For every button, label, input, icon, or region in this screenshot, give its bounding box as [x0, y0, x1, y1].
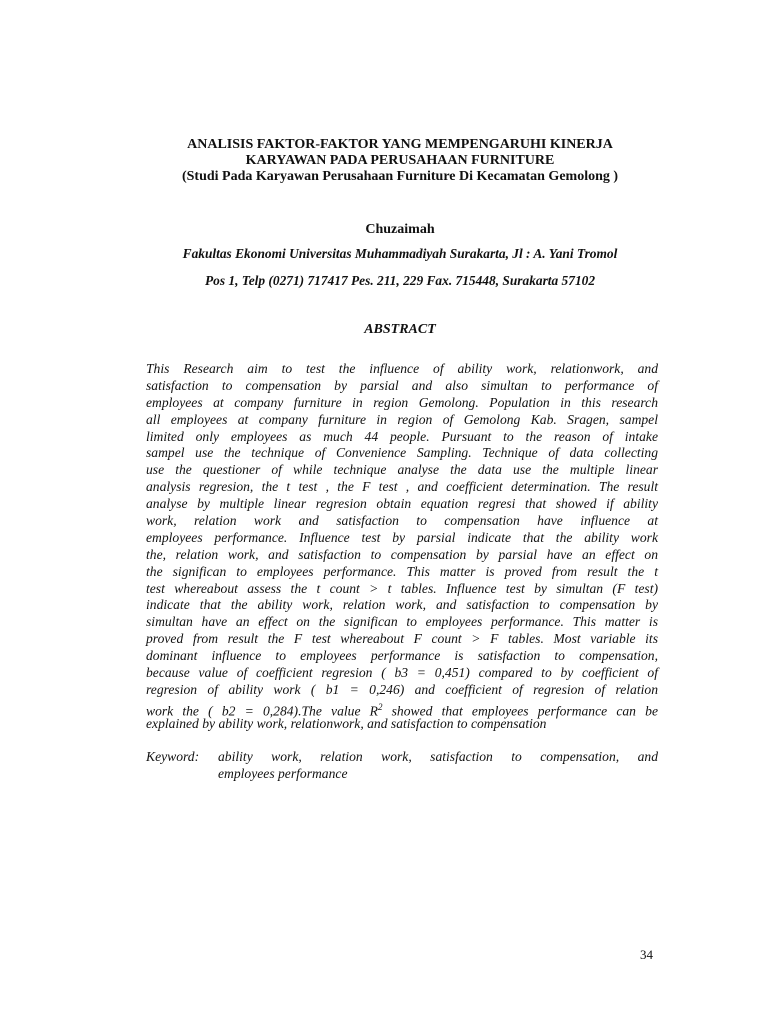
- title-line-1: ANALISIS FAKTOR-FAKTOR YANG MEMPENGARUHI KINERJA: [187, 137, 613, 152]
- abstract-line: the significan to employees performance. This matter is proved from result the t: [146, 563, 658, 579]
- abstract-line-r-squared: [146, 699, 658, 719]
- abstract-line: work, relation work and satisfaction to compensation have influence at: [146, 513, 658, 529]
- superscript-two: 2: [377, 701, 383, 712]
- abstract-line: the, relation work, and satisfaction to compensation by parsial have an effect on: [146, 546, 658, 562]
- abstract-line: analysis regresion, the t test , the F test , and coefficient determination. The result: [146, 479, 658, 495]
- title-line-3: (Studi Pada Karyawan Perusahaan Furniture Di Kecamatan Gemolong ): [181, 169, 619, 184]
- abstract-line: use the questioner of while technique analyse the data use the multiple linear: [146, 462, 658, 478]
- abstract-line: simultan have an effect on the significan to employees performance. This matter is: [146, 614, 658, 630]
- abstract-line-part: showed that employees performance can be: [382, 703, 658, 719]
- abstract-line-part: work the ( b2 = 0,284).The value R: [146, 703, 378, 719]
- abstract-line: limited only employees as much 44 people. Pursuant to the reason of intake: [146, 428, 658, 444]
- keywords-label: Keyword:: [146, 749, 200, 764]
- abstract-line: proved from result the F test whereabout F count > F tables. Most variable its: [146, 631, 658, 647]
- abstract-line: test whereabout assess the t count > t tables. Influence test by simultan (F test): [146, 580, 658, 596]
- title-line-2: KARYAWAN PADA PERUSAHAAN FURNITURE: [245, 153, 555, 168]
- abstract-line: dominant influence to employees performance is satisfaction to compensation,: [146, 648, 658, 664]
- abstract-line: indicate that the ability work, relation work, and satisfaction to compensation by: [146, 597, 658, 613]
- page-number: 34: [640, 947, 653, 962]
- abstract-line: This Research aim to test the influence of ability work, relationwork, and: [146, 361, 658, 376]
- abstract-line: employees at company furniture in region Gemolong. Population in this research: [146, 394, 658, 410]
- abstract-line: sampel use the technique of Convenience Sampling. Technique of data collecting: [146, 445, 658, 461]
- abstract-line: employees performance. Influence test by parsial indicate that the ability work: [146, 529, 658, 545]
- keywords-line: employees performance: [218, 765, 348, 781]
- abstract-heading: ABSTRACT: [364, 322, 436, 337]
- affiliation-line-2: Pos 1, Telp (0271) 717417 Pes. 211, 229 Fax. 715448, Surakarta 57102: [204, 273, 596, 288]
- abstract-line: regresion of ability work ( b1 = 0,246) and coefficient of regresion of relation: [146, 681, 658, 697]
- keywords-text: [218, 749, 658, 783]
- author-name: Chuzaimah: [365, 222, 435, 237]
- affiliation-line-1: Fakultas Ekonomi Universitas Muhammadiyah Surakarta, Jl : A. Yani Tromol: [182, 246, 618, 261]
- keywords-line: ability work, relation work, satisfaction to compensation, and: [218, 749, 658, 764]
- abstract-line: explained by ability work, relationwork, and satisfaction to compensation: [146, 715, 547, 731]
- abstract-line: satisfaction to compensation by parsial and also simultan to performance of: [146, 377, 658, 393]
- abstract-line: because value of coefficient regresion ( b3 = 0,451) compared to by coefficient of: [146, 665, 658, 681]
- abstract-line: all employees at company furniture in region of Gemolong Kab. Sragen, sampel: [146, 411, 658, 427]
- paper-title: [120, 137, 680, 185]
- abstract-line: analyse by multiple linear regresion obtain equation regresi that showed if ability: [146, 496, 658, 512]
- abstract-body: [146, 361, 658, 733]
